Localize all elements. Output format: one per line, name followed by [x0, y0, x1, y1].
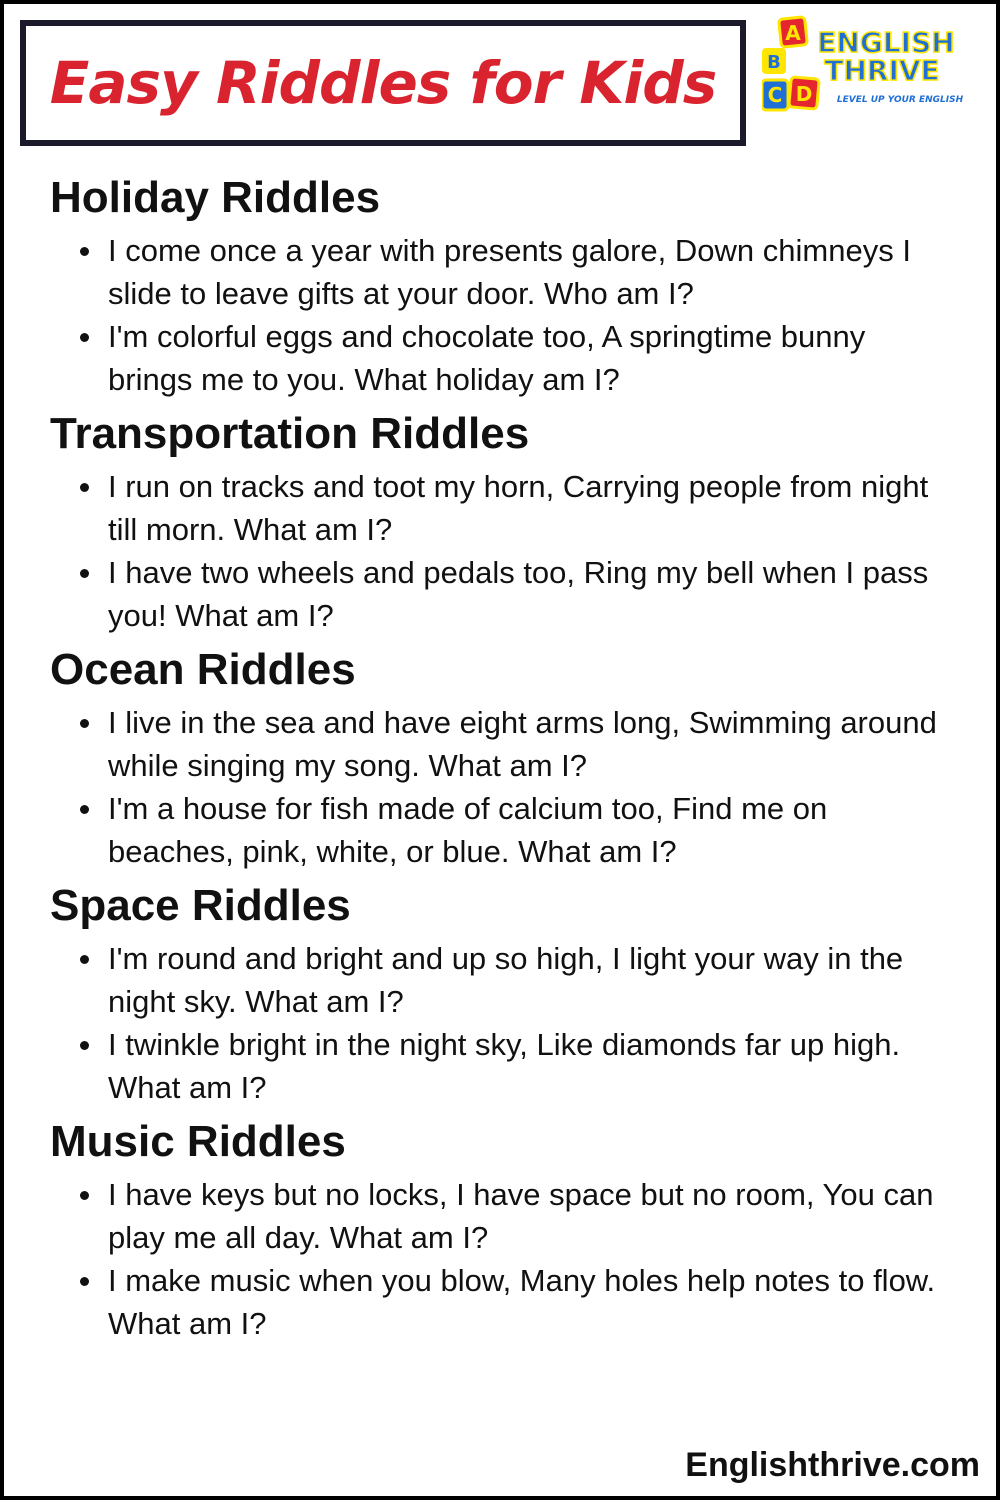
riddle-item: I'm colorful eggs and chocolate too, A springtime bunny brings me to you. What holiday am I? [108, 315, 948, 401]
riddle-item: I'm round and bright and up so high, I light your way in the night sky. What am I? [108, 937, 948, 1023]
section-heading: Transportation Riddles [50, 409, 530, 458]
riddle-item: I twinkle bright in the night sky, Like diamonds far up high. What am I? [108, 1023, 948, 1109]
riddle-item: I come once a year with presents galore, Down chimneys I slide to leave gifts at your door. Who am I? [108, 229, 948, 315]
riddle-item: I'm a house for fish made of calcium too, Find me on beaches, pink, white, or blue. What am I? [108, 787, 948, 873]
title-box [20, 20, 746, 146]
section-heading: Holiday Riddles [50, 173, 381, 222]
english-thrive-logo [762, 14, 982, 114]
riddle-list [50, 465, 950, 637]
section-transportation [50, 409, 950, 637]
section-space [50, 881, 950, 1109]
svg-text:THRIVE: THRIVE [824, 54, 940, 87]
riddle-content [50, 173, 950, 1345]
riddle-list [50, 229, 950, 401]
riddle-list [50, 1173, 950, 1345]
section-heading: Music Riddles [50, 1117, 346, 1166]
svg-text:ENGLISH: ENGLISH [817, 26, 955, 59]
footer-website: Englishthrive.com [685, 1446, 980, 1484]
section-heading: Space Riddles [50, 881, 351, 930]
svg-text:C: C [767, 83, 783, 107]
svg-text:D: D [795, 82, 813, 106]
section-music [50, 1117, 950, 1345]
riddle-item: I have two wheels and pedals too, Ring my bell when I pass you! What am I? [108, 551, 948, 637]
svg-text:A: A [785, 21, 801, 45]
riddle-list [50, 701, 950, 873]
riddle-item: I make music when you blow, Many holes help notes to flow. What am I? [108, 1259, 948, 1345]
svg-text:LEVEL UP YOUR ENGLISH: LEVEL UP YOUR ENGLISH [836, 95, 964, 105]
section-heading: Ocean Riddles [50, 645, 356, 694]
riddle-list [50, 937, 950, 1109]
svg-text:B: B [767, 52, 781, 73]
riddle-item: I have keys but no locks, I have space but no room, You can play me all day. What am I? [108, 1173, 948, 1259]
section-ocean [50, 645, 950, 873]
riddle-item: I live in the sea and have eight arms long, Swimming around while singing my song. What am I? [108, 701, 948, 787]
section-holiday [50, 173, 950, 401]
riddle-item: I run on tracks and toot my horn, Carrying people from night till morn. What am I? [108, 465, 948, 551]
page-title: Easy Riddles for Kids [49, 49, 717, 117]
